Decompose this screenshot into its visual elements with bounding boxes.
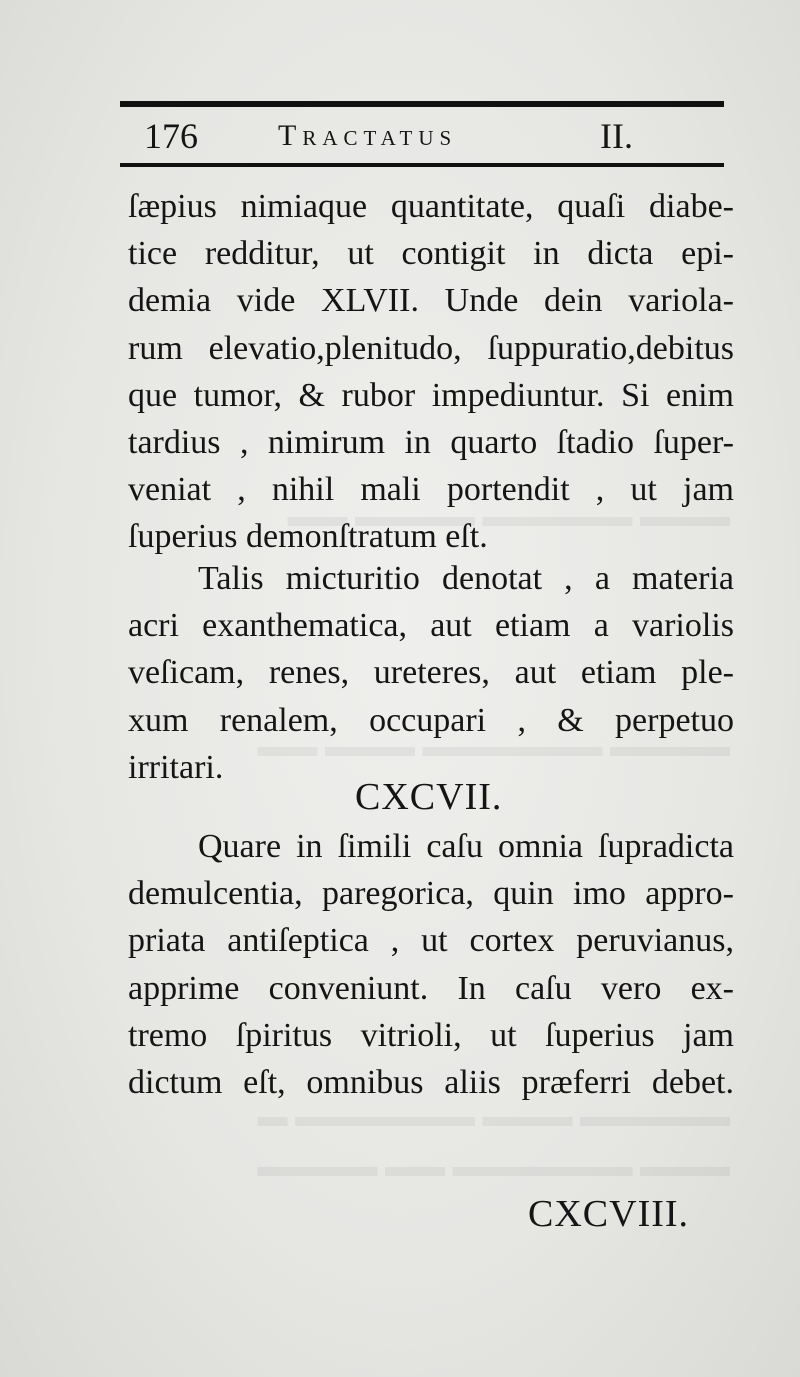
text-line: demulcentia, paregorica, quin imo appro-: [128, 875, 734, 913]
text-line: ſæpius nimiaque quantitate, quaſi diabe-: [128, 188, 734, 225]
text-line: tice redditur, ut contigit in dicta epi-: [128, 235, 734, 273]
text-line: dictum eſt, omnibus aliis præferri debet.: [128, 1063, 734, 1101]
paragraph-3: [128, 823, 734, 1106]
section-heading: CXCVII.: [355, 776, 503, 818]
text-line: tremo ſpiritus vitrioli, ut ſuperius jam: [128, 1016, 734, 1054]
page-number: 176: [144, 116, 198, 156]
text-line: Quare in ſimili caſu omnia ſupradicta: [198, 828, 734, 865]
text-line: tardius , nimirum in quarto ſtadio ſuper-: [128, 423, 734, 461]
bleed-through-texture: ▬▬▬▬▬ ▬▬▬ ▬▬▬▬▬▬ ▬: [257, 1100, 730, 1133]
bleed-through-texture: ▬▬▬ ▬▬▬▬▬ ▬▬▬▬ ▬▬: [287, 500, 730, 533]
bleed-through-texture: ▬▬▬▬ ▬▬▬▬▬▬ ▬▬▬ ▬▬: [257, 730, 730, 763]
text-line: priata antiſeptica , ut cortex peruvianus,: [128, 922, 734, 960]
text-line: acri exanthematica, aut etiam a variolis: [128, 607, 734, 645]
text-line: irritari.: [128, 748, 224, 786]
text-line: apprime conveniunt. In caſu vero ex-: [128, 969, 734, 1007]
tractate-number: II.: [600, 116, 633, 156]
header-bottom-rule: [120, 163, 724, 167]
text-line: rum elevatio,plenitudo, ſuppuratio,debitus: [128, 329, 734, 367]
paragraph-2: [128, 555, 734, 791]
text-line: Talis micturitio denotat , a materia: [198, 560, 734, 597]
text-line: xum renalem, occupari , & perpetuo: [128, 701, 734, 739]
text-line: demia vide XLVII. Unde dein variola-: [128, 282, 734, 320]
running-title: Tractatus: [278, 119, 458, 152]
text-line: veſicam, renes, ureteres, aut etiam ple-: [128, 654, 734, 692]
text-line: ſuperius demonſtratum eſt.: [128, 518, 488, 556]
bleed-through-texture: ▬▬▬ ▬▬▬▬▬▬ ▬▬ ▬▬▬▬: [257, 1150, 730, 1183]
paragraph-1: [128, 183, 734, 561]
catchword-heading: CXCVIII.: [528, 1193, 690, 1235]
header-top-rule: [120, 101, 724, 107]
text-line: que tumor, & rubor impediuntur. Si enim: [128, 376, 734, 414]
running-header: [120, 112, 724, 160]
text-line: veniat , nihil mali portendit , ut jam: [128, 471, 734, 509]
